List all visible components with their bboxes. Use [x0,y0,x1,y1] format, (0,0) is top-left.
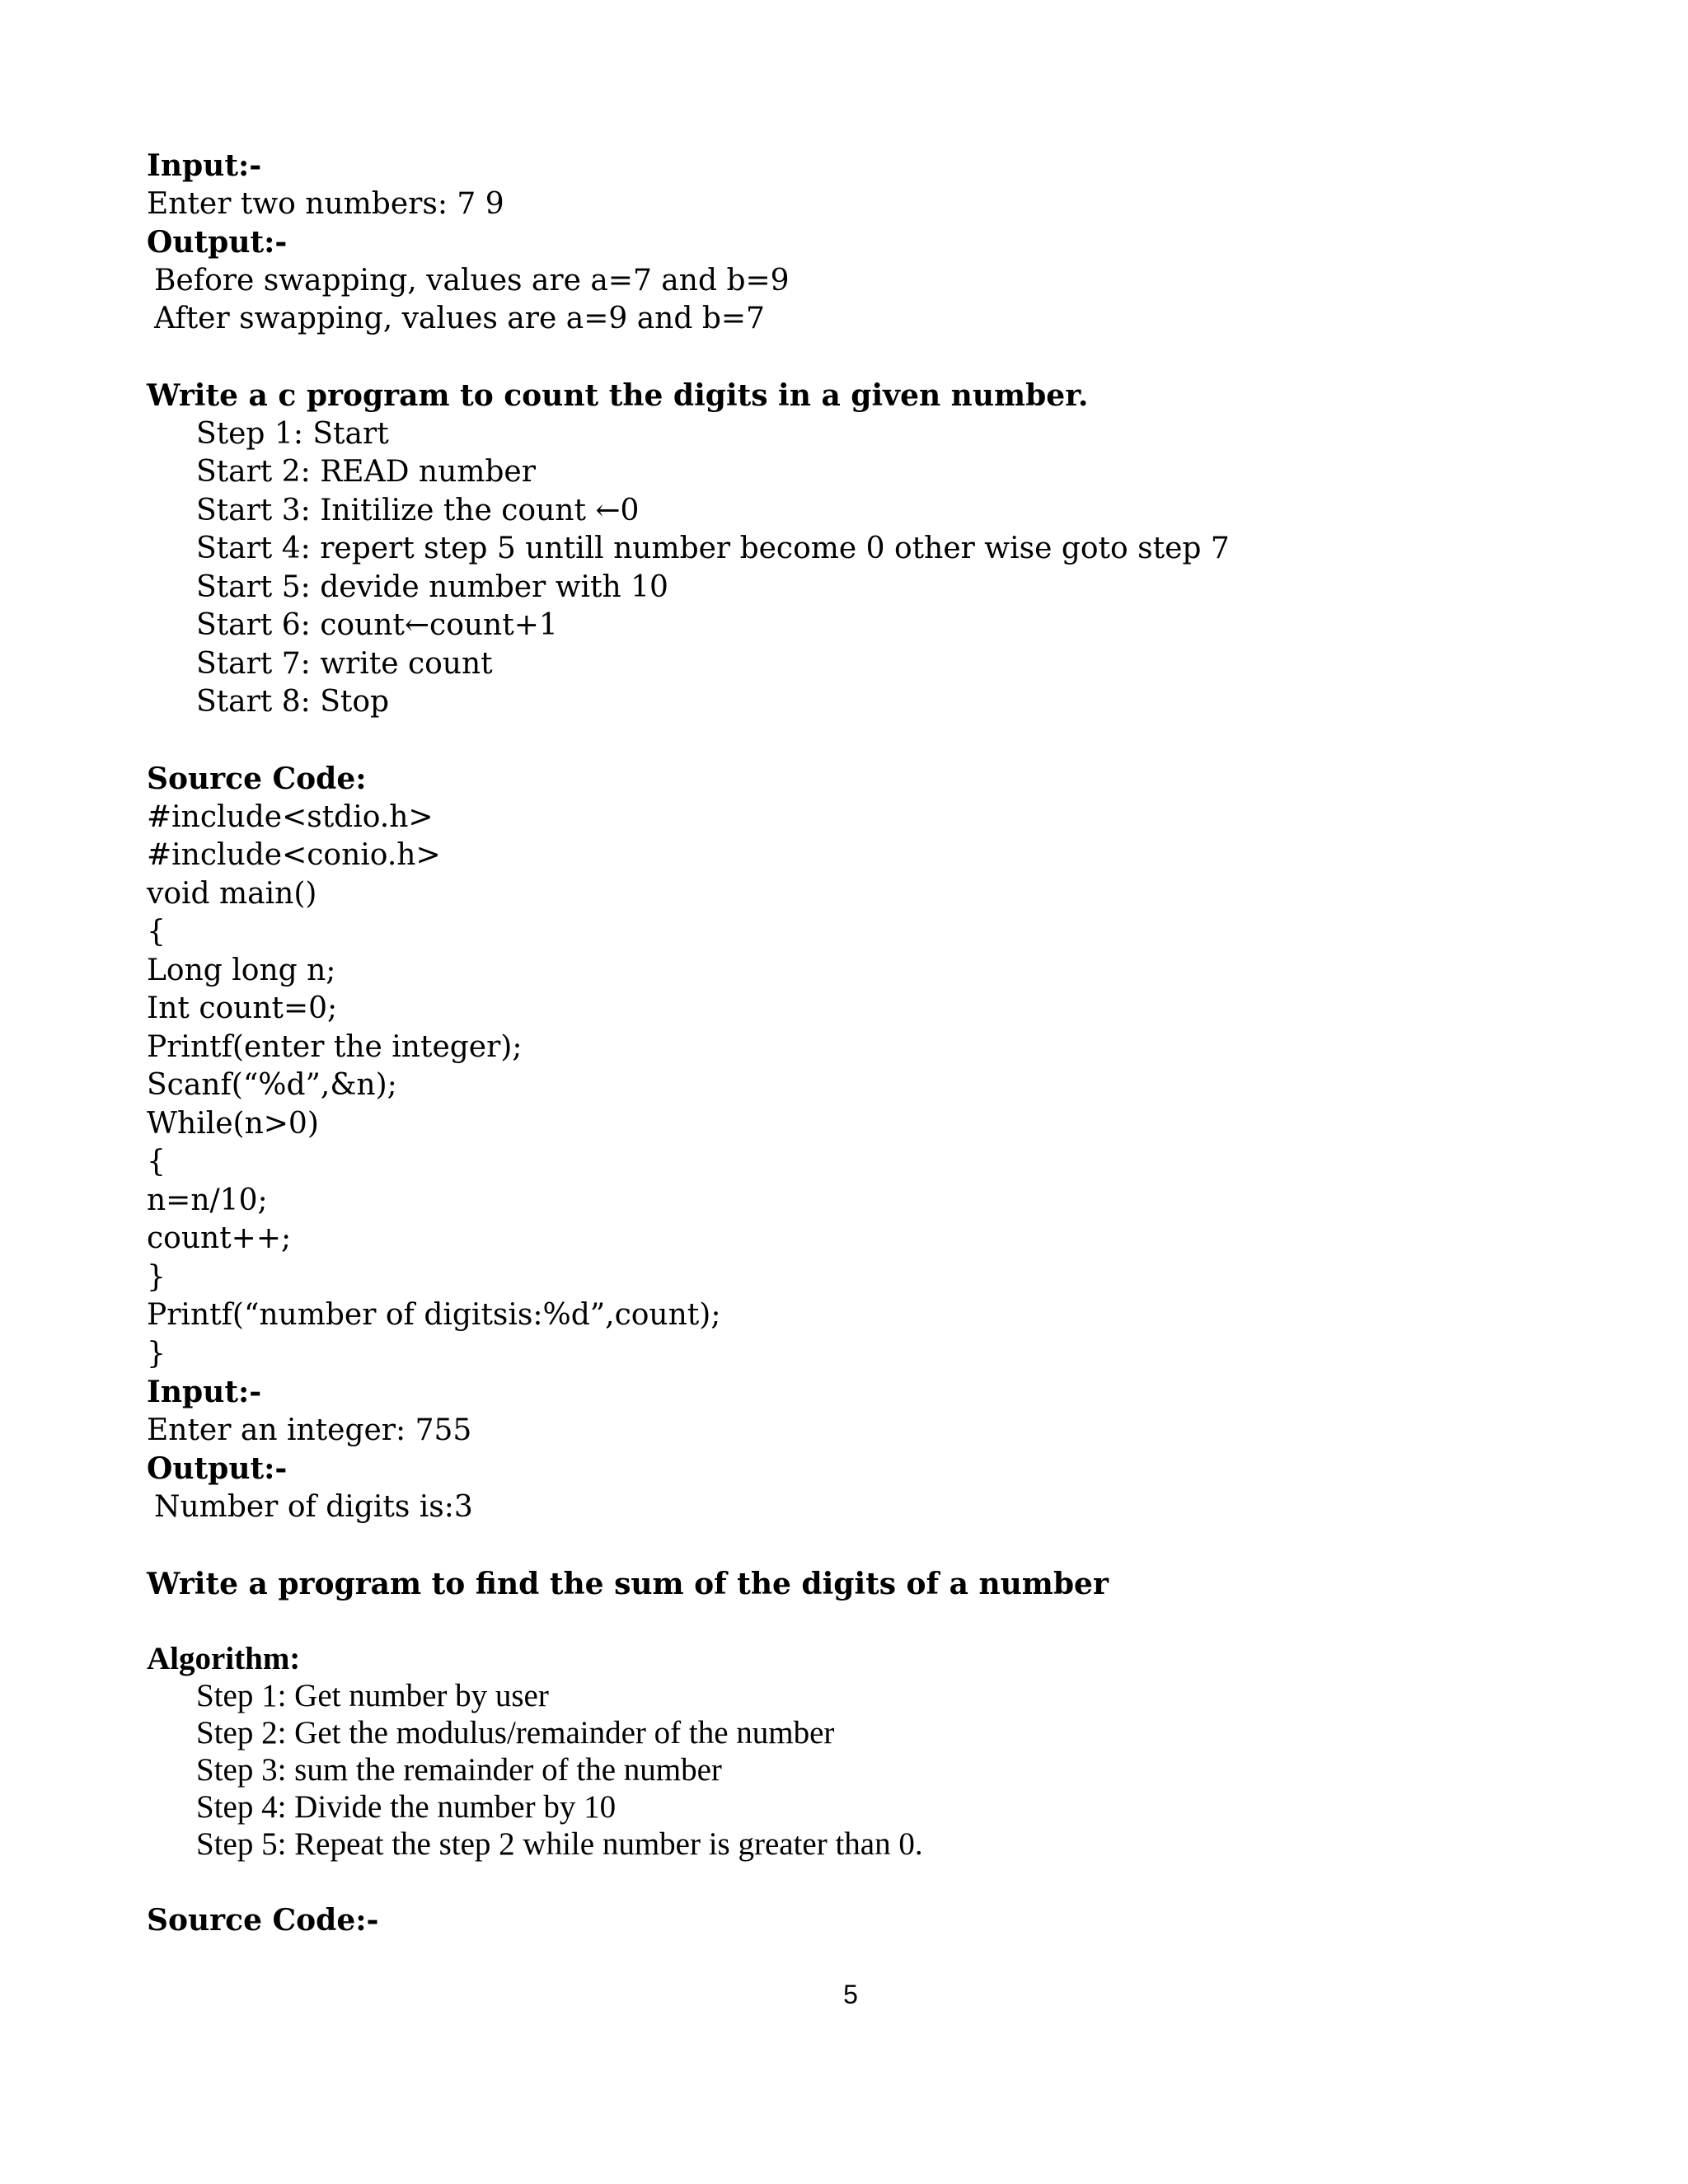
code-line: #include<conio.h> [147,838,441,872]
sum-digits-step: Step 3: sum the remainder of the number [196,1752,722,1788]
sum-digits-step: Step 2: Get the modulus/remainder of the number [196,1715,835,1750]
code-line: While(n>0) [147,1107,319,1141]
sum-digits-source-heading: Source Code:- [147,1903,379,1938]
code-line: { [147,1145,166,1179]
code-line: { [147,915,166,949]
code-line: Scanf(“%d”,&n); [147,1068,397,1102]
count-digits-output-text: Number of digits is:3 [154,1490,473,1524]
sum-digits-step: Step 5: Repeat the step 2 while number is greater than 0. [196,1826,923,1862]
code-line: void main() [147,877,317,911]
sum-digits-title: Write a program to find the sum of the digits of a number [147,1567,1109,1601]
count-digits-title: Write a c program to count the digits in a given number. [147,378,1089,413]
code-line: n=n/10; [147,1183,268,1217]
code-line: count++; [147,1221,292,1255]
count-digits-input-text: Enter an integer: 755 [147,1413,472,1447]
count-digits-step: Start 3: Initilize the count ←0 [196,494,640,527]
swap-output-heading: Output:- [147,225,288,260]
code-line: Int count=0; [147,991,338,1025]
count-digits-output-heading: Output:- [147,1451,288,1486]
count-digits-input-heading: Input:- [147,1375,262,1409]
code-line: Printf(enter the integer); [147,1030,523,1064]
swap-input-heading: Input:- [147,148,262,183]
count-digits-step: Step 1: Start [196,417,389,451]
count-digits-step: Start 8: Stop [196,685,390,719]
sum-digits-step: Step 4: Divide the number by 10 [196,1789,617,1825]
count-digits-step: Start 4: repert step 5 untill number become 0 other wise goto step 7 [196,532,1230,565]
count-digits-step: Start 6: count←count+1 [196,608,558,642]
code-line: } [147,1260,166,1294]
sum-digits-step: Step 1: Get number by user [196,1678,549,1713]
count-digits-step: Start 5: devide number with 10 [196,570,668,604]
count-digits-step: Start 7: write count [196,647,493,681]
count-digits-source-heading: Source Code: [147,762,367,796]
sum-digits-algorithm-heading: Algorithm: [147,1641,301,1676]
code-line: #include<stdio.h> [147,800,434,834]
swap-input-text: Enter two numbers: 7 9 [147,187,504,221]
swap-output-line: Before swapping, values are a=7 and b=9 [154,264,790,298]
count-digits-step: Start 2: READ number [196,455,536,489]
page-number: 5 [843,1980,858,2009]
code-line: Long long n; [147,954,336,987]
swap-output-line: After swapping, values are a=9 and b=7 [154,302,765,335]
code-line: } [147,1337,166,1371]
code-line: Printf(“number of digitsis:%d”,count); [147,1298,721,1332]
